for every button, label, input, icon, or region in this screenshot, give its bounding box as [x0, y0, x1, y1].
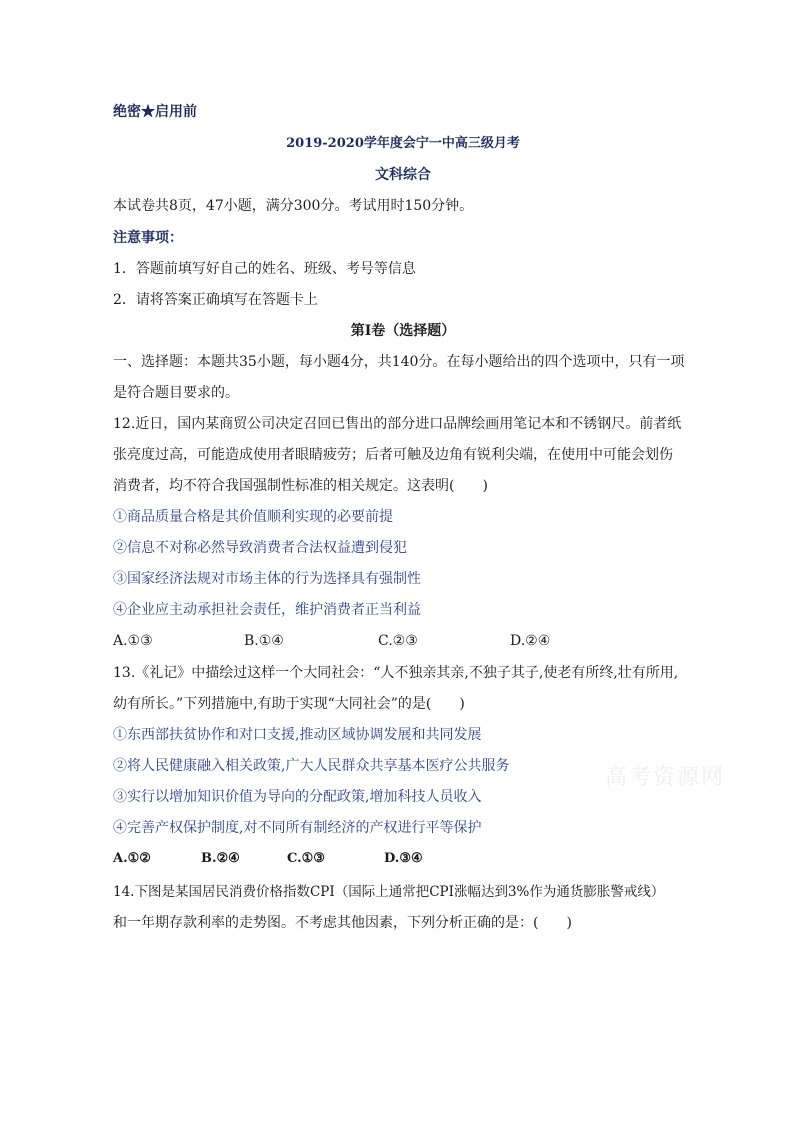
q13-statement: ①东西部扶贫协作和对口支援,推动区域协调发展和共同发展	[113, 727, 482, 743]
q13-stem: 13.《礼记》中描绘过这样一个大同社会：“人不独亲其亲,不独子其子,使老有所终,壮有所用,	[113, 665, 679, 681]
section-title: 第I卷（选择题）	[350, 323, 456, 339]
watermark: 高考资源网	[605, 765, 726, 790]
q12-statement: ②信息不对称必然导致消费者合法权益遭到侵犯	[113, 540, 407, 556]
q12-stem: 张亮度过高，可能造成使用者眼睛疲劳；后者可触及边角有锐利尖端，在使用中可能会划伤	[113, 447, 673, 463]
q12-statement: ③国家经济法规对市场主体的行为选择具有强制性	[113, 571, 421, 587]
section-instruction: 一、选择题：本题共35小题，每小题4分，共140分。在每小题给出的四个选项中，只有一项	[113, 354, 685, 370]
q13-statement: ③实行以增加知识价值为导向的分配政策,增加科技人员收入	[113, 789, 482, 805]
notice-heading: 注意事项：	[113, 230, 183, 246]
q13-option-a: A.①②	[113, 851, 151, 866]
q12-option-c: C.②③	[378, 633, 418, 649]
q12-option-a: A.①③	[113, 633, 153, 649]
notice-item: 1．答题前填写好自己的姓名、班级、考号等信息	[113, 261, 416, 277]
notice-item: 2．请将答案正确填写在答题卡上	[113, 292, 318, 308]
secret-label: 绝密★启用前	[113, 104, 197, 120]
q12-option-d: D.②④	[510, 633, 551, 649]
q13-statement: ④完善产权保护制度,对不同所有制经济的产权进行平等保护	[113, 820, 482, 836]
subject-title: 文科综合	[375, 167, 431, 183]
exam-info: 本试卷共8页，47小题，满分300分。考试用时150分钟。	[113, 198, 474, 214]
q13-statement: ②将人民健康融入相关政策,广大人民群众共享基本医疗公共服务	[113, 758, 510, 774]
q13-option-d: D.③④	[384, 851, 423, 866]
q12-stem: 12.近日，国内某商贸公司决定召回已售出的部分进口品牌绘画用笔记本和不锈钢尺。前者纸	[113, 416, 682, 432]
q13-option-c: C.①③	[287, 851, 325, 866]
q12-statement: ①商品质量合格是其价值顺利实现的必要前提	[113, 509, 393, 525]
q12-statement: ④企业应主动承担社会责任，维护消费者正当利益	[113, 602, 421, 618]
q14-stem: 14.下图是某国居民消费价格指数CPI（国际上通常把CPI涨幅达到3%作为通货膨胀警戒线）	[113, 884, 665, 900]
q12-option-b: B.①④	[244, 633, 284, 649]
q13-option-b: B.②④	[201, 851, 240, 866]
q14-stem: 和一年期存款利率的走势图。不考虑其他因素，下列分析正确的是：( )	[113, 915, 572, 931]
q13-stem: 幼有所长。”下列措施中,有助于实现“大同社会”的是( )	[113, 696, 465, 712]
q12-stem: 消费者，均不符合我国强制性标准的相关规定。这表明( )	[113, 478, 488, 494]
section-instruction: 是符合题目要求的。	[113, 385, 239, 401]
exam-title: 2019-2020学年度会宁一中高三级月考	[286, 136, 520, 151]
